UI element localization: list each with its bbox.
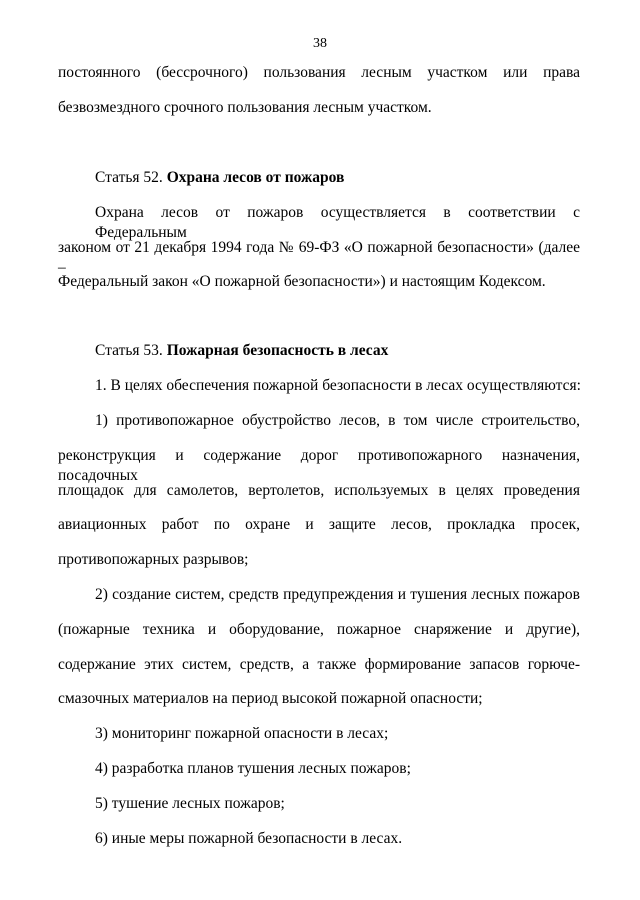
article-52-heading bbox=[95, 168, 580, 188]
text-line: постоянного (бессрочного) пользования лесным участком или права bbox=[58, 64, 580, 81]
article-52-prefix: Статья 52. bbox=[95, 169, 163, 186]
text-line: противопожарных разрывов; bbox=[58, 551, 249, 568]
text-line: безвозмездного срочного пользования лесным участком. bbox=[58, 99, 432, 116]
article-52-title: Охрана лесов от пожаров bbox=[166, 169, 345, 186]
text-line: 1. В целях обеспечения пожарной безопасности в лесах осуществляются: bbox=[95, 377, 581, 394]
text-line: площадок для самолетов, вертолетов, используемых в целях проведения bbox=[58, 482, 580, 499]
text-line: Федеральный закон «О пожарной безопасности») и настоящим Кодексом. bbox=[58, 273, 546, 290]
article-53-heading bbox=[95, 341, 580, 361]
article-53-prefix: Статья 53. bbox=[95, 342, 163, 359]
text-line: смазочных материалов на период высокой пожарной опасности; bbox=[58, 690, 483, 707]
text-line: 1) противопожарное обустройство лесов, в том числе строительство, bbox=[95, 412, 580, 429]
article-53-title: Пожарная безопасность в лесах bbox=[166, 342, 389, 359]
text-line: 3) мониторинг пожарной опасности в лесах; bbox=[95, 725, 389, 742]
text-line: 5) тушение лесных пожаров; bbox=[95, 795, 285, 812]
text-line: Охрана лесов от пожаров осуществляется в соответствии с Федеральным bbox=[95, 204, 580, 241]
page-number: 38 bbox=[313, 36, 327, 51]
text-line: 2) создание систем, средств предупреждения и тушения лесных пожаров bbox=[95, 586, 580, 603]
text-line: реконструкция и содержание дорог противопожарного назначения, посадочных bbox=[58, 447, 580, 484]
text-line: 6) иные меры пожарной безопасности в лесах. bbox=[95, 830, 403, 847]
text-line: законом от 21 декабря 1994 года № 69-ФЗ «О пожарной безопасности» (далее – bbox=[58, 239, 580, 276]
text-line: авиационных работ по охране и защите лесов, прокладка просек, bbox=[58, 516, 580, 533]
text-line: содержание этих систем, средств, а также формирование запасов горюче- bbox=[58, 656, 580, 673]
text-line: 4) разработка планов тушения лесных пожаров; bbox=[95, 760, 411, 777]
text-line: (пожарные техника и оборудование, пожарное снаряжение и другие), bbox=[58, 621, 580, 638]
